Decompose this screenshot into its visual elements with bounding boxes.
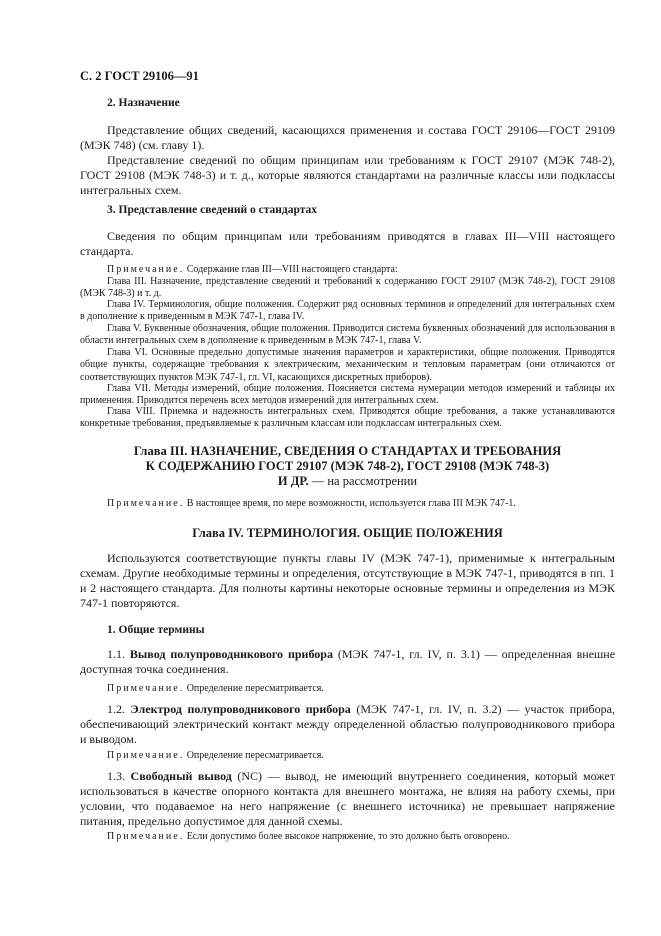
section-2-paragraph-1: Представление общих сведений, касающихся применения и состава ГОСТ 29106—ГОСТ 29109 (МЭК 748) (см. главу 1).: [80, 123, 615, 152]
term-1-3: [80, 769, 615, 829]
chapter-4-title: Глава IV. ТЕРМИНОЛОГИЯ. ОБЩИЕ ПОЛОЖЕНИЯ: [192, 526, 503, 540]
term-name: Электрод полупроводникового прибора: [130, 702, 351, 716]
general-terms-heading: 1. Общие термины: [107, 624, 205, 636]
term-1-2: [80, 702, 615, 747]
note-text: Определение пересматривается.: [184, 683, 324, 694]
term-definition: (МЭК 747-1, гл. IV, п. 3.2) — участок прибора, обеспечивающий электрический контакт между определенной областью полупроводникового прибора и выводом.: [80, 702, 615, 746]
chapter-3-title: [80, 444, 615, 489]
chapter-5-summary: Глава V. Буквенные обозначения, общие положения. Приводится система буквенных обозначений для использования в области интегральных схем в дополнение к приведенным в МЭК 747-1, глава V.: [80, 323, 615, 347]
chapter-4-summary: Глава IV. Терминология, общие положения. Содержит ряд основных терминов и определений для интегральных схем в дополнение к приведенным в МЭК 747-1, глава IV.: [80, 299, 615, 323]
term-1-1-note: [80, 683, 615, 695]
term-name: Вывод полупроводникового прибора: [129, 647, 333, 661]
note-text: Если допустимо более высокое напряжение, то это должно быть оговорено.: [184, 831, 510, 842]
note-label: Примечание.: [107, 831, 185, 842]
running-head: С. 2 ГОСТ 29106—91: [80, 69, 199, 83]
chapter-3-title-line-2: К СОДЕРЖАНИЮ ГОСТ 29107 (МЭК 748-2), ГОСТ 29108 (МЭК 748-3): [145, 459, 550, 473]
chapter-3-title-line-3: [80, 474, 615, 489]
note-label: Примечание.: [107, 750, 185, 761]
term-definition: (МЭК 747-1, гл. IV, п. 3.1) — определенная внешне доступная точка соединения.: [80, 647, 616, 676]
chapter-3-summary: Глава III. Назначение, представление сведений и требований к содержанию ГОСТ 29107 (МЭК 748-2), ГОСТ 29108 (МЭК 748-3) и т. д.: [80, 276, 615, 300]
chapter-4-intro: Используются соответствующие пункты главы IV (МЭК 747-1), применимые к интегральным схемам. Другие необходимые термины и определения, отсутствующие в МЭК 747-1, приводятся в пп. 1 и 2 настоящего стандарта. Для полноты картины некоторые основные термины и определения из МЭК 747-1 повторяются.: [80, 551, 615, 610]
chapter-8-summary: Глава VIII. Приемка и надежность интегральных схем. Приводятся общие требования, а также устанавливаются конкретные требования, предъявляемые к различным классам или подклассам интегральных схем.: [80, 406, 615, 430]
section-3-heading: 3. Представление сведений о стандартах: [107, 204, 318, 216]
chapter-3-title-bold: И ДР.: [277, 474, 309, 488]
chapter-3-status: — на рассмотрении: [308, 474, 418, 488]
note-text: Содержание глав III—VIII настоящего стандарта:: [184, 264, 398, 275]
section-3-note: [80, 264, 615, 276]
note-label: Примечание.: [107, 498, 185, 509]
note-text: Определение пересматривается.: [184, 750, 324, 761]
term-number: 1.2.: [107, 702, 131, 716]
chapter-3-note: [80, 498, 615, 510]
term-definition: (NC) — вывод, не имеющий внутреннего соединения, который может использоваться в качестве опорного контакта для внешнего монтажа, не влияя на работу схемы, при условии, что подаваемое на него напряжение (с внешнего источника) не превышает напряжение питания, предельно допустимое для данной схемы.: [80, 769, 615, 828]
note-label: Примечание.: [107, 264, 185, 275]
note-text: В настоящее время, по мере возможности, используется глава III МЭК 747-1.: [184, 498, 516, 509]
note-label: Примечание.: [107, 683, 185, 694]
section-3-paragraph-1: Сведения по общим принципам или требованиям приводятся в главах III—VIII настоящего стандарта.: [80, 229, 615, 258]
chapter-3-title-line-1: Глава III. НАЗНАЧЕНИЕ, СВЕДЕНИЯ О СТАНДАРТАХ И ТРЕБОВАНИЯ: [133, 444, 562, 458]
chapter-6-summary: Глава VI. Основные предельно допустимые значения параметров и характеристики, общие положения. Приводятся общие пункты, содержащие требования к электрическим, механическим и тепловым параметрам (они отличаются от соответствующих пунктов МЭК 747-1, гл. VI, касающихся дискретных приборов).: [80, 347, 615, 383]
section-2-heading: 2. Назначение: [107, 97, 180, 109]
chapter-7-summary: Глава VII. Методы измерений, общие положения. Поясняется система нумерации методов измерений и таблицы их применения. Приводится перечень всех методов измерений для интегральных схем.: [80, 383, 615, 407]
term-name: Свободный вывод: [130, 769, 232, 783]
term-number: 1.1.: [107, 647, 130, 661]
section-2-paragraph-2: Представление сведений по общим принципам или требованиям к ГОСТ 29107 (МЭК 748-2), ГОСТ 29108 (МЭК 748-3) и т. д., которые являются стандартами на различные классы или подклассы интегральных схем.: [80, 153, 615, 197]
term-number: 1.3.: [107, 769, 131, 783]
term-1-2-note: [80, 750, 615, 762]
term-1-3-note: [80, 831, 615, 843]
term-1-1: [80, 647, 615, 677]
